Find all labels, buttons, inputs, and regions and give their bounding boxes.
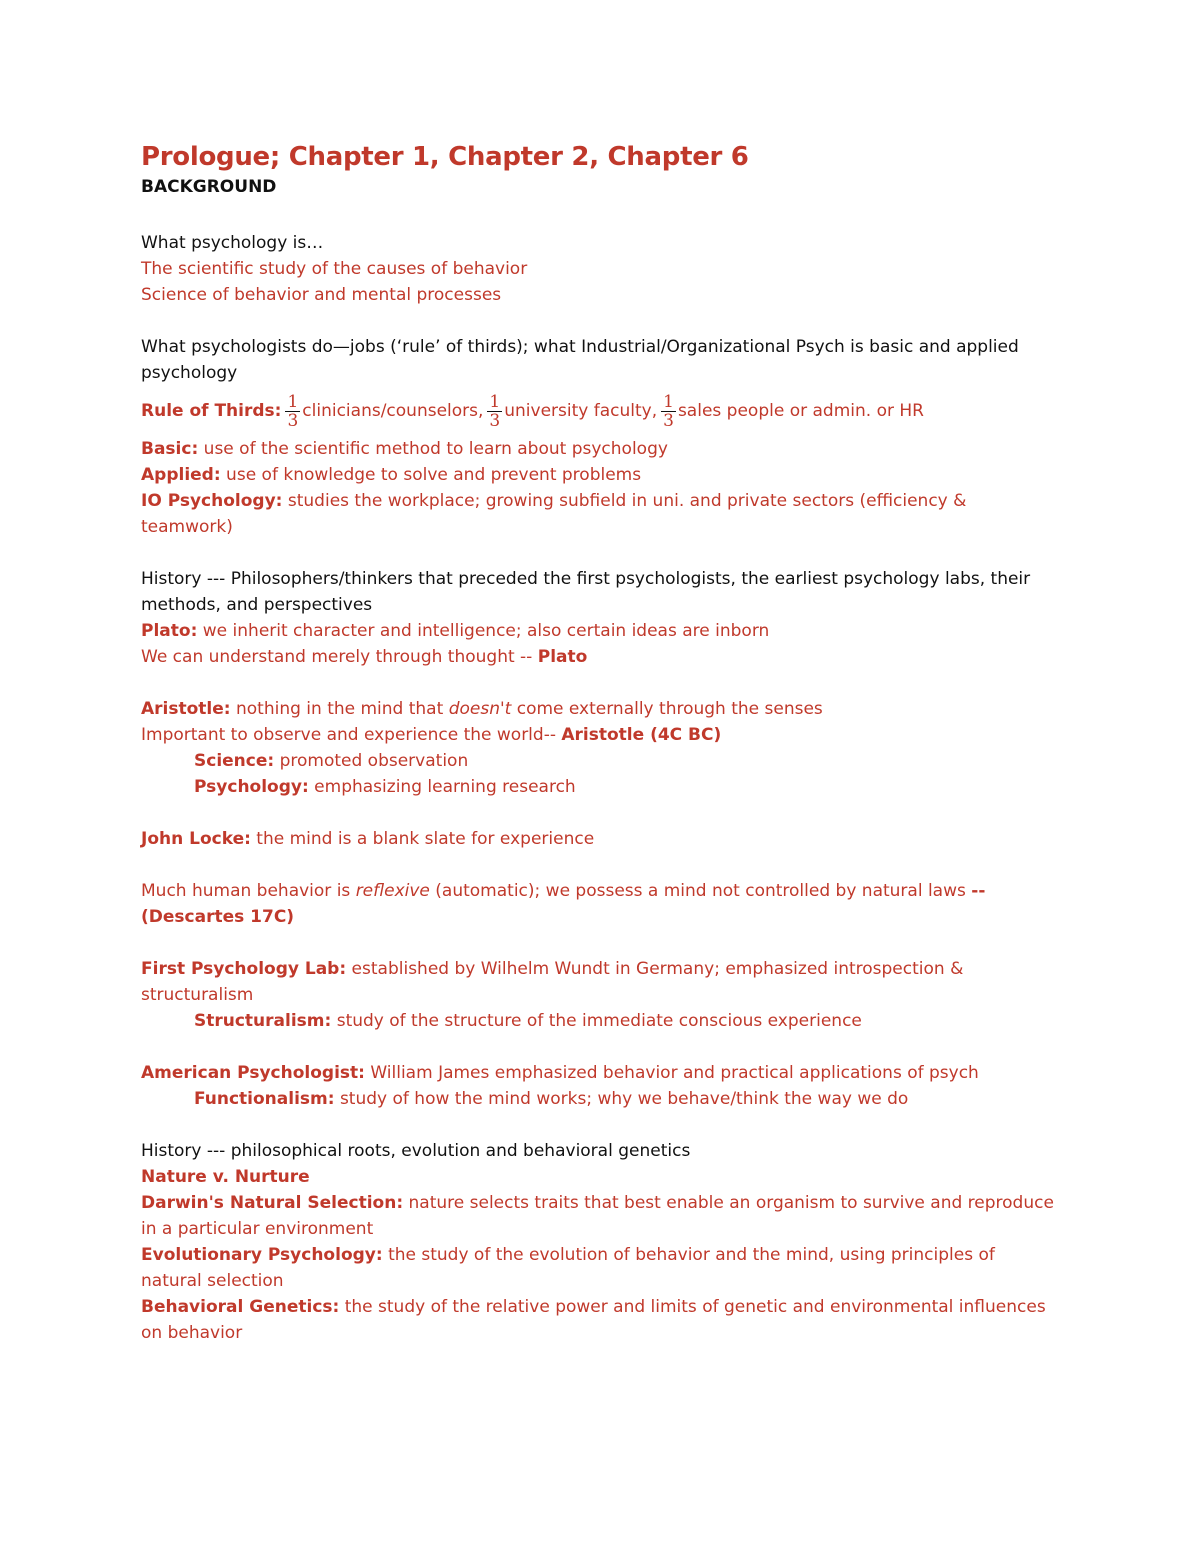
fraction-one-third: $\frac{1}{3}$ [663, 391, 674, 431]
evolutionary-psychology-note: Evolutionary Psychology: the study of the evolution of behavior and the mind, using principles of natural selection [141, 1245, 995, 1291]
rule-of-thirds-label: Rule of Thirds: [141, 401, 282, 421]
plato-note: Plato: we inherit character and intelligence; also certain ideas are inborn [141, 621, 770, 641]
definition-1: The scientific study of the causes of behavior [141, 259, 528, 279]
american-psychologist-note: American Psychologist: William James emphasized behavior and practical applications of psych [141, 1063, 979, 1083]
document-title: Prologue; Chapter 1, Chapter 2, Chapter 6 [141, 142, 749, 172]
fraction-one-third: $\frac{1}{3}$ [287, 391, 299, 431]
functionalism-note: Functionalism: study of how the mind works; why we behave/think the way we do [194, 1089, 909, 1109]
locke-note: John Locke: the mind is a blank slate for experience [141, 829, 595, 849]
section-heading-what-is: What psychology is… [141, 233, 324, 253]
rule-part-sales: sales people or admin. or HR [677, 401, 924, 421]
rule-part-clinicians: clinicians/counselors, [302, 401, 484, 421]
behavioral-genetics-note: Behavioral Genetics: the study of the relative power and limits of genetic and environmental influences on behavior [141, 1297, 1046, 1343]
aristotle-quote: Important to observe and experience the world-- Aristotle (4C BC) [141, 725, 722, 745]
section-heading-history-philosophers: History --- Philosophers/thinkers that preceded the first psychologists, the earliest psychology labs, their methods, and perspectives [141, 569, 1031, 615]
section-heading-what-do: What psychologists do—jobs (‘rule’ of thirds); what Industrial/Organizational Psych is basic and applied psychology [141, 337, 1019, 383]
darwin-note: Darwin's Natural Selection: nature selects traits that best enable an organism to survive and reproduce in a particular environment [141, 1193, 1054, 1239]
basic-definition: Basic: use of the scientific method to learn about psychology [141, 439, 668, 459]
structuralism-note: Structuralism: study of the structure of the immediate conscious experience [194, 1011, 862, 1031]
io-psychology-definition: IO Psychology: studies the workplace; growing subfield in uni. and private sectors (efficiency & teamwork) [141, 491, 967, 537]
rule-part-faculty: university faculty, [504, 401, 658, 421]
nature-nurture: Nature v. Nurture [141, 1167, 310, 1187]
psychology-note: Psychology: emphasizing learning research [194, 777, 576, 797]
document-page [141, 140, 1061, 1346]
fraction-one-third: $\frac{1}{3}$ [489, 391, 501, 431]
aristotle-note: Aristotle: nothing in the mind that doesn't come externally through the senses [141, 699, 823, 719]
first-lab-note: First Psychology Lab: established by Wilhelm Wundt in Germany; emphasized introspection & structuralism [141, 959, 964, 1005]
science-note: Science: promoted observation [194, 751, 469, 771]
definition-2: Science of behavior and mental processes [141, 285, 502, 305]
section-heading-history-roots: History --- philosophical roots, evolution and behavioral genetics [141, 1141, 691, 1161]
document-subtitle: BACKGROUND [141, 177, 277, 197]
applied-definition: Applied: use of knowledge to solve and prevent problems [141, 465, 642, 485]
descartes-note: Much human behavior is reflexive (automatic); we possess a mind not controlled by natural laws -- (Descartes 17C) [141, 881, 986, 927]
rule-of-thirds [141, 386, 1061, 436]
plato-quote: We can understand merely through thought -- Plato [141, 647, 588, 667]
